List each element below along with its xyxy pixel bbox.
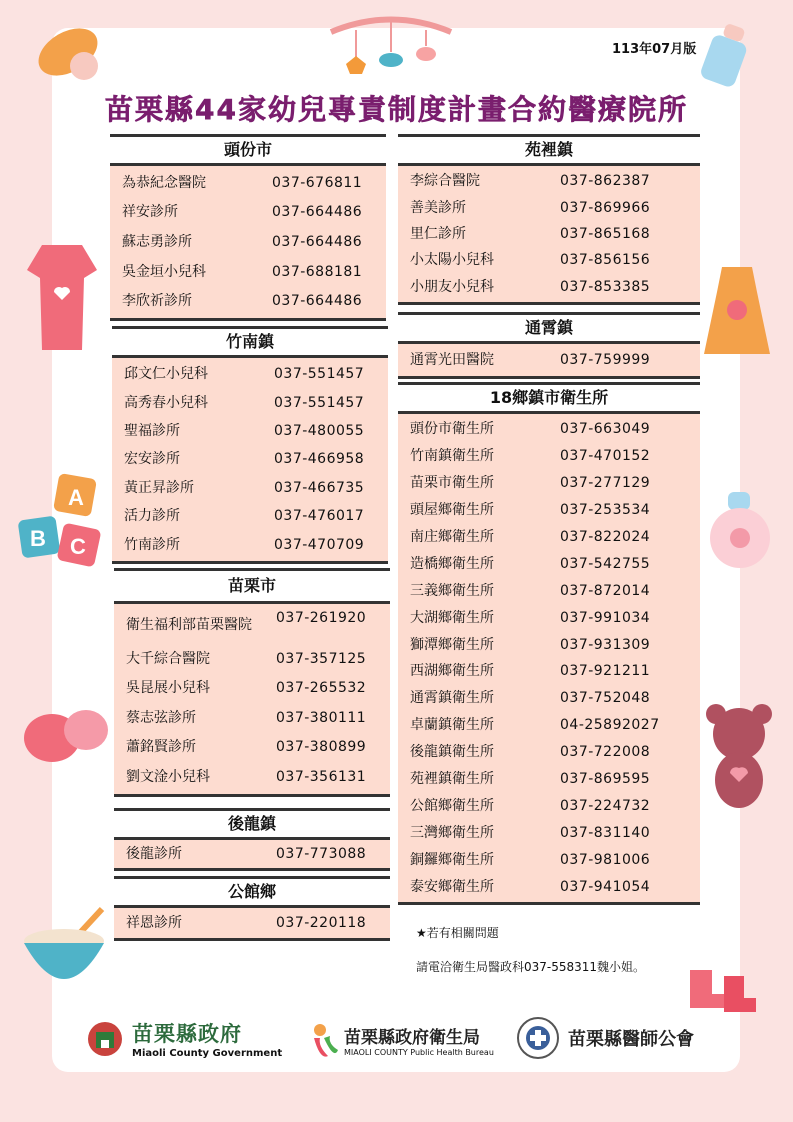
clinic-phone: 037-664486 (272, 204, 363, 221)
clinic-row (110, 257, 386, 287)
clinic-list (114, 840, 390, 871)
svg-text:A: A (68, 485, 84, 510)
clinic-phone: 037-466958 (274, 451, 365, 468)
note-line-2: 請電洽衛生局醫政科037-558311魏小姐。 (416, 960, 646, 974)
clinic-phone: 037-688181 (272, 263, 363, 280)
clinic-phone: 037-220118 (276, 915, 367, 931)
clinic-row (114, 644, 390, 674)
clinic-name: 活力診所 (124, 508, 180, 525)
clinic-phone: 037-931309 (560, 636, 651, 653)
clinic-row (110, 168, 386, 198)
clinic-row (110, 198, 386, 228)
clinic-row (398, 221, 700, 247)
clinic-name: 李欣祈診所 (122, 293, 192, 310)
clinic-phone: 037-356131 (276, 768, 367, 785)
clinic-row (112, 474, 388, 502)
medical-association-logo (516, 1016, 694, 1060)
section-toufen (110, 134, 386, 321)
clinic-row (398, 819, 700, 846)
clinic-list (114, 908, 390, 941)
clinic-phone: 037-664486 (272, 293, 363, 310)
clinic-name: 吳昆展小兒科 (126, 680, 210, 697)
clinic-name: 衛生福利部苗栗醫院 (126, 617, 252, 633)
feeding-bottle-icon (688, 20, 758, 92)
clinic-name: 吳金垣小兒科 (122, 263, 206, 280)
clinic-row (398, 712, 700, 739)
clinic-row (110, 227, 386, 257)
clinic-phone: 037-822024 (560, 529, 651, 545)
clinic-phone: 037-380899 (276, 739, 367, 756)
clinic-name: 西湖鄉衛生所 (410, 663, 494, 680)
clinic-row (110, 286, 386, 316)
svg-text:C: C (70, 534, 86, 559)
clinic-name: 蔡志弦診所 (126, 709, 196, 726)
county-emblem-icon (86, 1020, 124, 1058)
clinic-name: 小朋友小兒科 (410, 278, 494, 295)
clinic-phone: 037-664486 (272, 233, 363, 250)
clinic-phone: 037-676811 (272, 174, 363, 191)
clinic-phone: 037-470152 (560, 448, 651, 465)
clinic-phone: 037-862387 (560, 173, 651, 190)
teddy-bear-icon (700, 700, 778, 812)
clinic-phone: 037-261920 (276, 610, 367, 626)
clinic-phone: 037-357125 (276, 650, 367, 667)
section-title: 通霄鎮 (398, 312, 700, 344)
version-label: 113年07月版 (612, 42, 697, 57)
clinic-name: 聖福診所 (124, 422, 180, 439)
clinic-phone: 037-466735 (274, 479, 365, 496)
baby-dress-icon (702, 262, 772, 362)
clinic-name: 祥恩診所 (126, 915, 182, 931)
clinic-phone: 037-872014 (560, 582, 651, 599)
clinic-row (114, 733, 390, 763)
clinic-name: 頭份市衛生所 (410, 421, 494, 438)
clinic-phone: 037-277129 (560, 475, 651, 492)
clinic-list (398, 344, 700, 379)
clinic-name: 祥安診所 (122, 204, 178, 221)
clinic-phone: 037-253534 (560, 502, 651, 519)
section-title: 18鄉鎮市衛生所 (398, 382, 700, 414)
clinic-phone: 037-551457 (274, 394, 365, 411)
clinic-phone: 037-265532 (276, 680, 367, 697)
clinic-row (114, 910, 390, 936)
health-bureau-logo (310, 1020, 494, 1060)
bureau-name-en: MIAOLI COUNTY Public Health Bureau (344, 1048, 494, 1057)
clinic-phone: 037-941054 (560, 878, 651, 895)
clinic-phone: 037-853385 (560, 278, 651, 295)
health-bureau-icon (310, 1020, 340, 1060)
section-houlong (114, 808, 390, 871)
clinic-row (398, 524, 700, 551)
clinic-list (398, 166, 700, 305)
section-title: 頭份市 (110, 134, 386, 166)
clinic-row (398, 550, 700, 577)
clinic-phone: 037-831140 (560, 824, 651, 841)
county-government-logo (86, 1018, 282, 1059)
clinic-phone: 037-722008 (560, 744, 651, 761)
clinic-name: 蘇志勇診所 (122, 233, 192, 250)
clinic-phone: 037-773088 (276, 846, 367, 862)
clinic-phone: 037-551457 (274, 366, 365, 383)
clinic-name: 南庄鄉衛生所 (410, 529, 494, 545)
clinic-row (114, 703, 390, 733)
clinic-phone: 037-981006 (560, 851, 651, 868)
clinic-phone: 037-869966 (560, 199, 651, 216)
clinic-row (112, 388, 388, 416)
clinic-row (398, 247, 700, 273)
clinic-phone: 037-869595 (560, 771, 651, 788)
clinic-phone: 037-470709 (274, 536, 365, 553)
association-name: 苗栗縣醫師公會 (568, 1029, 694, 1050)
clinic-name: 造橋鄉衛生所 (410, 555, 494, 572)
clinic-row (398, 792, 700, 819)
clinic-row (114, 762, 390, 792)
baby-rattle-icon (704, 488, 778, 572)
clinic-name: 通霄光田醫院 (410, 352, 494, 368)
section-health-stations (398, 382, 700, 905)
section-title: 苗栗市 (114, 568, 390, 604)
clinic-row (398, 631, 700, 658)
clinic-name: 大千綜合醫院 (126, 650, 210, 667)
clinic-name: 善美診所 (410, 199, 466, 216)
clinic-name: 劉文淦小兒科 (126, 768, 210, 785)
clinic-name: 宏安診所 (124, 451, 180, 468)
clinic-phone: 04-25892027 (560, 717, 660, 734)
clinic-row (114, 674, 390, 704)
section-miaoli (114, 568, 390, 797)
section-yuanli (398, 134, 700, 305)
clinic-phone: 037-663049 (560, 421, 651, 438)
clinic-name: 大湖鄉衛生所 (410, 609, 494, 626)
clinic-name: 苗栗市衛生所 (410, 475, 494, 492)
clinic-list (112, 358, 388, 564)
section-gongguan (114, 876, 390, 941)
clinic-name: 頭屋鄉衛生所 (410, 502, 494, 519)
svg-text:B: B (30, 526, 46, 551)
clinic-row (398, 443, 700, 470)
clinic-row (398, 739, 700, 766)
clinic-row (112, 445, 388, 473)
clinic-row (398, 873, 700, 900)
clinic-list (110, 166, 386, 321)
section-tongxiao (398, 312, 700, 379)
clinic-name: 李綜合醫院 (410, 173, 480, 190)
clinic-name: 獅潭鄉衛生所 (410, 636, 494, 653)
clinic-phone: 037-856156 (560, 252, 651, 269)
clinic-row (398, 685, 700, 712)
clinic-row (114, 606, 390, 644)
clinic-row (398, 846, 700, 873)
clinic-row (398, 577, 700, 604)
clinic-name: 三義鄉衛生所 (410, 582, 494, 599)
clinic-row (398, 194, 700, 220)
clinic-row (398, 346, 700, 374)
clinic-row (398, 470, 700, 497)
section-title: 後龍鎮 (114, 808, 390, 840)
clinic-name: 小太陽小兒科 (410, 252, 494, 269)
clinic-name: 高秀春小兒科 (124, 394, 208, 411)
baby-onesie-icon (22, 240, 102, 360)
clinic-row (112, 502, 388, 530)
clinic-row (112, 417, 388, 445)
clinic-row (398, 658, 700, 685)
page-title: 苗栗縣44家幼兒專責制度計畫合約醫療院所 (105, 93, 688, 126)
clinic-phone: 037-991034 (560, 609, 651, 626)
clinic-name: 苑裡鎮衛生所 (410, 771, 494, 788)
clinic-name: 竹南鎮衛生所 (410, 448, 494, 465)
medical-association-seal-icon (516, 1016, 560, 1060)
clinic-row (398, 604, 700, 631)
clinic-phone: 037-476017 (274, 508, 365, 525)
clinic-name: 泰安鄉衛生所 (410, 878, 494, 895)
clinic-phone: 037-759999 (560, 352, 651, 368)
clinic-name: 為恭紀念醫院 (122, 174, 206, 191)
section-title: 公館鄉 (114, 876, 390, 908)
clinic-phone: 037-752048 (560, 690, 651, 707)
baby-food-bowl-icon (18, 905, 114, 989)
county-name-en: Miaoli County Government (132, 1048, 283, 1059)
clinic-phone: 037-921211 (560, 663, 651, 680)
clinic-row (398, 274, 700, 300)
baby-shoes-icon (20, 700, 110, 772)
bureau-name: 苗栗縣政府衛生局 (344, 1028, 480, 1048)
clinic-name: 公館鄉衛生所 (410, 797, 494, 814)
clinic-name: 邱文仁小兒科 (124, 366, 208, 383)
clinic-name: 竹南診所 (124, 536, 180, 553)
baby-booties-icon (680, 960, 760, 1022)
baby-bottle-nipple-icon (28, 12, 114, 92)
clinic-row (398, 168, 700, 194)
section-zhunan (112, 326, 388, 564)
clinic-list (398, 414, 700, 905)
clinic-phone: 037-865168 (560, 225, 651, 242)
clinic-row (398, 497, 700, 524)
clinic-name: 卓蘭鎮衛生所 (410, 717, 494, 734)
clinic-name: 後龍診所 (126, 846, 182, 862)
clinic-list (114, 604, 390, 797)
clinic-row (398, 416, 700, 443)
clinic-name: 里仁診所 (410, 225, 466, 242)
clinic-phone: 037-480055 (274, 422, 365, 439)
clinic-name: 後龍鎮衛生所 (410, 744, 494, 761)
county-name: 苗栗縣政府 (132, 1022, 242, 1046)
clinic-phone: 037-542755 (560, 555, 651, 572)
clinic-name: 三灣鄉衛生所 (410, 824, 494, 841)
section-title: 竹南鎮 (112, 326, 388, 358)
clinic-row (398, 766, 700, 793)
clinic-phone: 037-224732 (560, 797, 651, 814)
clinic-phone: 037-380111 (276, 709, 367, 726)
clinic-name: 銅鑼鄉衛生所 (410, 851, 494, 868)
clinic-name: 黃正昇診所 (124, 479, 194, 496)
clinic-row (112, 360, 388, 388)
baby-mobile-icon (326, 2, 456, 80)
note-line-1: ★若有相關問題 (416, 926, 499, 940)
clinic-name: 通霄鎮衛生所 (410, 690, 494, 707)
section-title: 苑裡鎮 (398, 134, 700, 166)
abc-blocks-icon (16, 470, 102, 578)
clinic-name: 蕭銘賢診所 (126, 739, 196, 756)
clinic-row (114, 842, 390, 866)
clinic-row (112, 530, 388, 558)
